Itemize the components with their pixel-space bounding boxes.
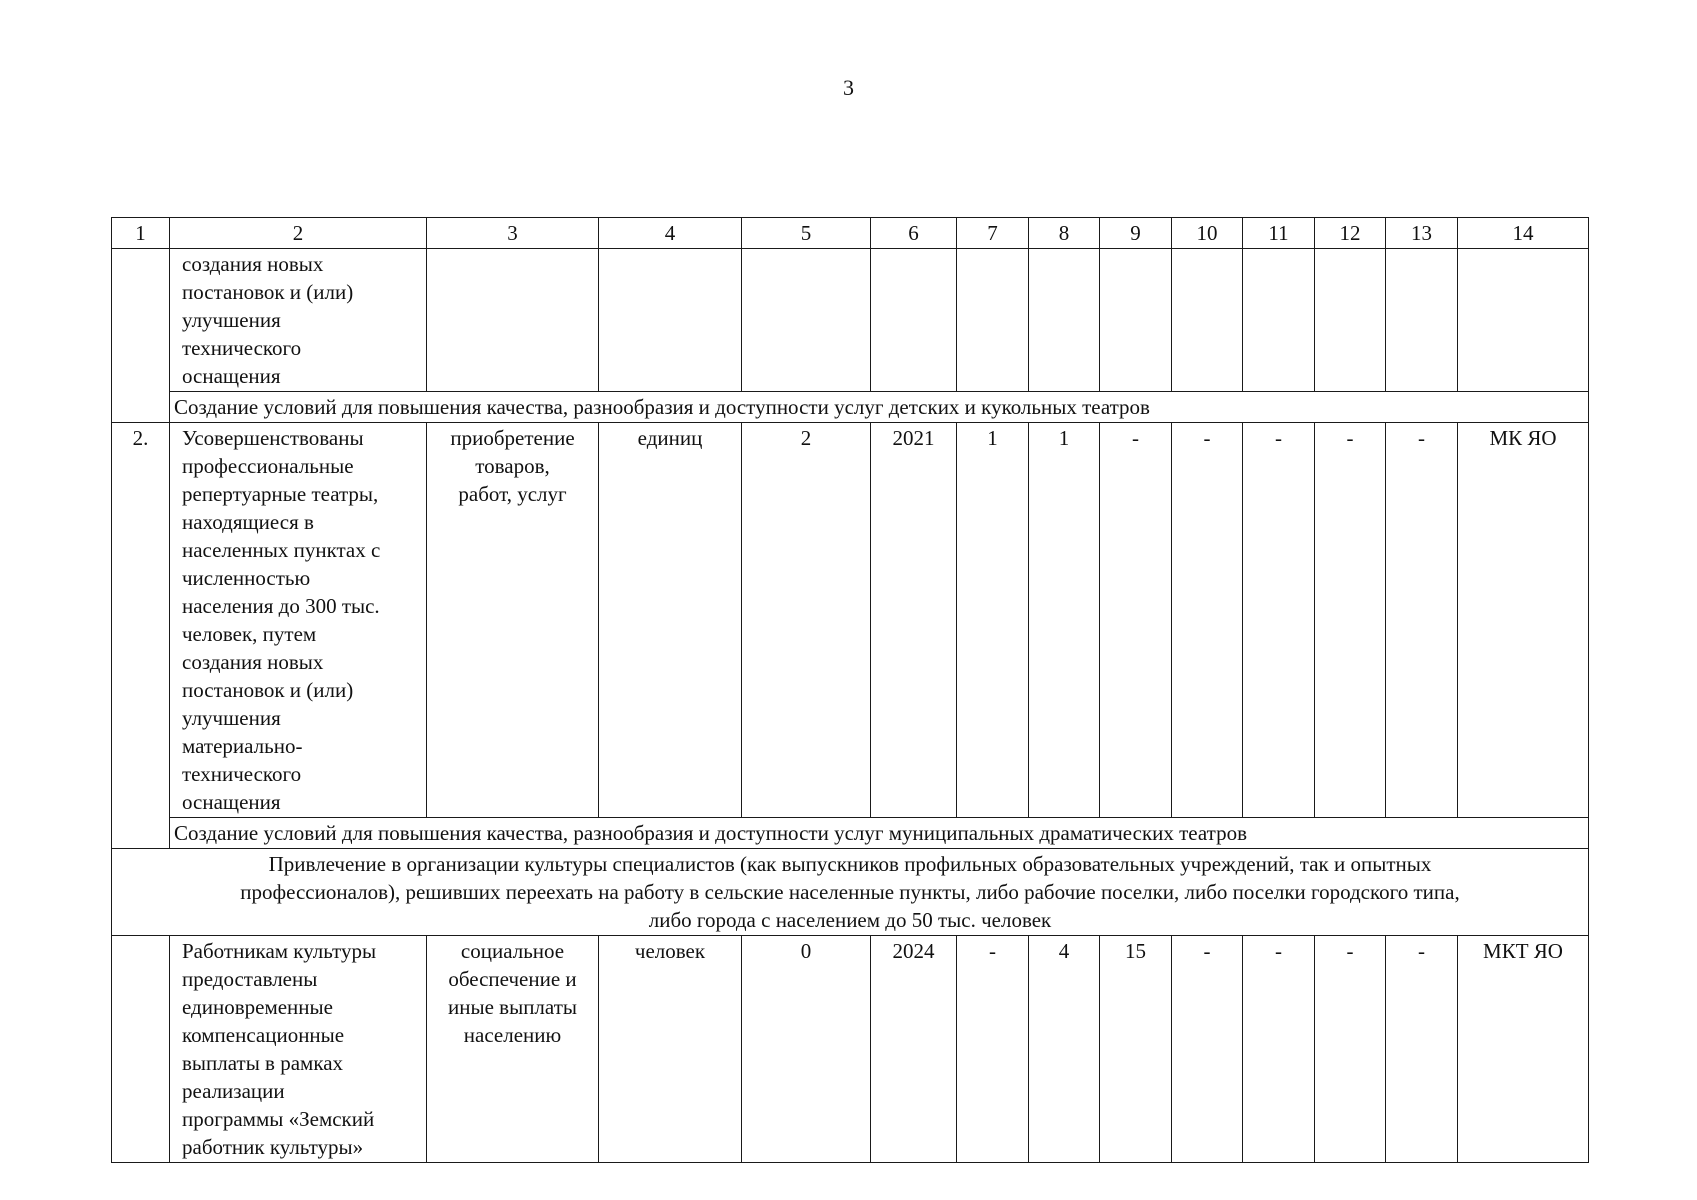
value-cell: - (1243, 936, 1315, 1163)
empty-cell (871, 249, 957, 392)
base-year-cell: 2024 (871, 936, 957, 1163)
value-cell: - (1243, 423, 1315, 818)
header-cell: 7 (957, 218, 1029, 249)
row-number: 2. (112, 423, 170, 849)
base-value-cell: 2 (742, 423, 871, 818)
header-row (112, 218, 1589, 249)
number-cell (112, 249, 170, 423)
header-cell: 10 (1172, 218, 1243, 249)
value-cell: - (957, 936, 1029, 1163)
empty-cell (1458, 249, 1589, 392)
description-cell: Работникам культуры предоставлены единовременные компенсационные выплаты в рамках реализации программы «Земский работник культуры» (170, 936, 427, 1163)
value-cell: - (1172, 936, 1243, 1163)
header-cell: 6 (871, 218, 957, 249)
value-cell: - (1100, 423, 1172, 818)
table-row (112, 423, 1589, 818)
project-row (112, 849, 1589, 936)
empty-cell (1172, 249, 1243, 392)
value-cell: 15 (1100, 936, 1172, 1163)
empty-cell (427, 249, 599, 392)
header-cell: 11 (1243, 218, 1315, 249)
header-cell: 13 (1386, 218, 1458, 249)
table-row (112, 936, 1589, 1163)
value-cell: - (1386, 423, 1458, 818)
description-cell: создания новых постановок и (или) улучшения технического оснащения (170, 249, 427, 392)
row-number (112, 936, 170, 1163)
page-number: 3 (843, 75, 854, 100)
header-cell: 8 (1029, 218, 1100, 249)
section-title: Создание условий для повышения качества, разнообразия и доступности услуг детских и кукольных театров (170, 392, 1589, 423)
empty-cell (599, 249, 742, 392)
header-cell: 14 (1458, 218, 1589, 249)
header-cell: 12 (1315, 218, 1386, 249)
empty-cell (1243, 249, 1315, 392)
expense-type-cell: приобретение товаров, работ, услуг (427, 423, 599, 818)
base-value-cell: 0 (742, 936, 871, 1163)
value-cell: - (1386, 936, 1458, 1163)
value-cell: - (1172, 423, 1243, 818)
header-cell: 9 (1100, 218, 1172, 249)
measures-table (111, 217, 1589, 1163)
empty-cell (1100, 249, 1172, 392)
header-cell: 4 (599, 218, 742, 249)
expense-type-cell: социальное обеспечение и иные выплаты населению (427, 936, 599, 1163)
empty-cell (742, 249, 871, 392)
unit-cell: человек (599, 936, 742, 1163)
project-title: Привлечение в организации культуры специалистов (как выпускников профильных образовательных учреждений, так и опытных профессионалов), решивших переехать на работу в сельские населенные пункты, либо рабочие поселки, либо поселки городского типа, либо города с населением до 50 тыс. человек (112, 849, 1589, 936)
section-title: Создание условий для повышения качества, разнообразия и доступности услуг муниципальных драматических театров (170, 818, 1589, 849)
value-cell: - (1315, 936, 1386, 1163)
responsible-cell: МКТ ЯО (1458, 936, 1589, 1163)
value-cell: 1 (1029, 423, 1100, 818)
responsible-cell: МК ЯО (1458, 423, 1589, 818)
empty-cell (1386, 249, 1458, 392)
empty-cell (1315, 249, 1386, 392)
header-cell: 1 (112, 218, 170, 249)
header-cell: 3 (427, 218, 599, 249)
empty-cell (957, 249, 1029, 392)
header-cell: 2 (170, 218, 427, 249)
description-cell: Усовершенствованы профессиональные репертуарные театры, находящиеся в населенных пунктах с численностью населения до 300 тыс. человек, путем создания новых постановок и (или) улучшения материально- технического оснащения (170, 423, 427, 818)
section-row (112, 392, 1589, 423)
value-cell: 1 (957, 423, 1029, 818)
empty-cell (1029, 249, 1100, 392)
table-row (112, 249, 1589, 392)
unit-cell: единиц (599, 423, 742, 818)
value-cell: 4 (1029, 936, 1100, 1163)
value-cell: - (1315, 423, 1386, 818)
section-row (112, 818, 1589, 849)
base-year-cell: 2021 (871, 423, 957, 818)
header-cell: 5 (742, 218, 871, 249)
